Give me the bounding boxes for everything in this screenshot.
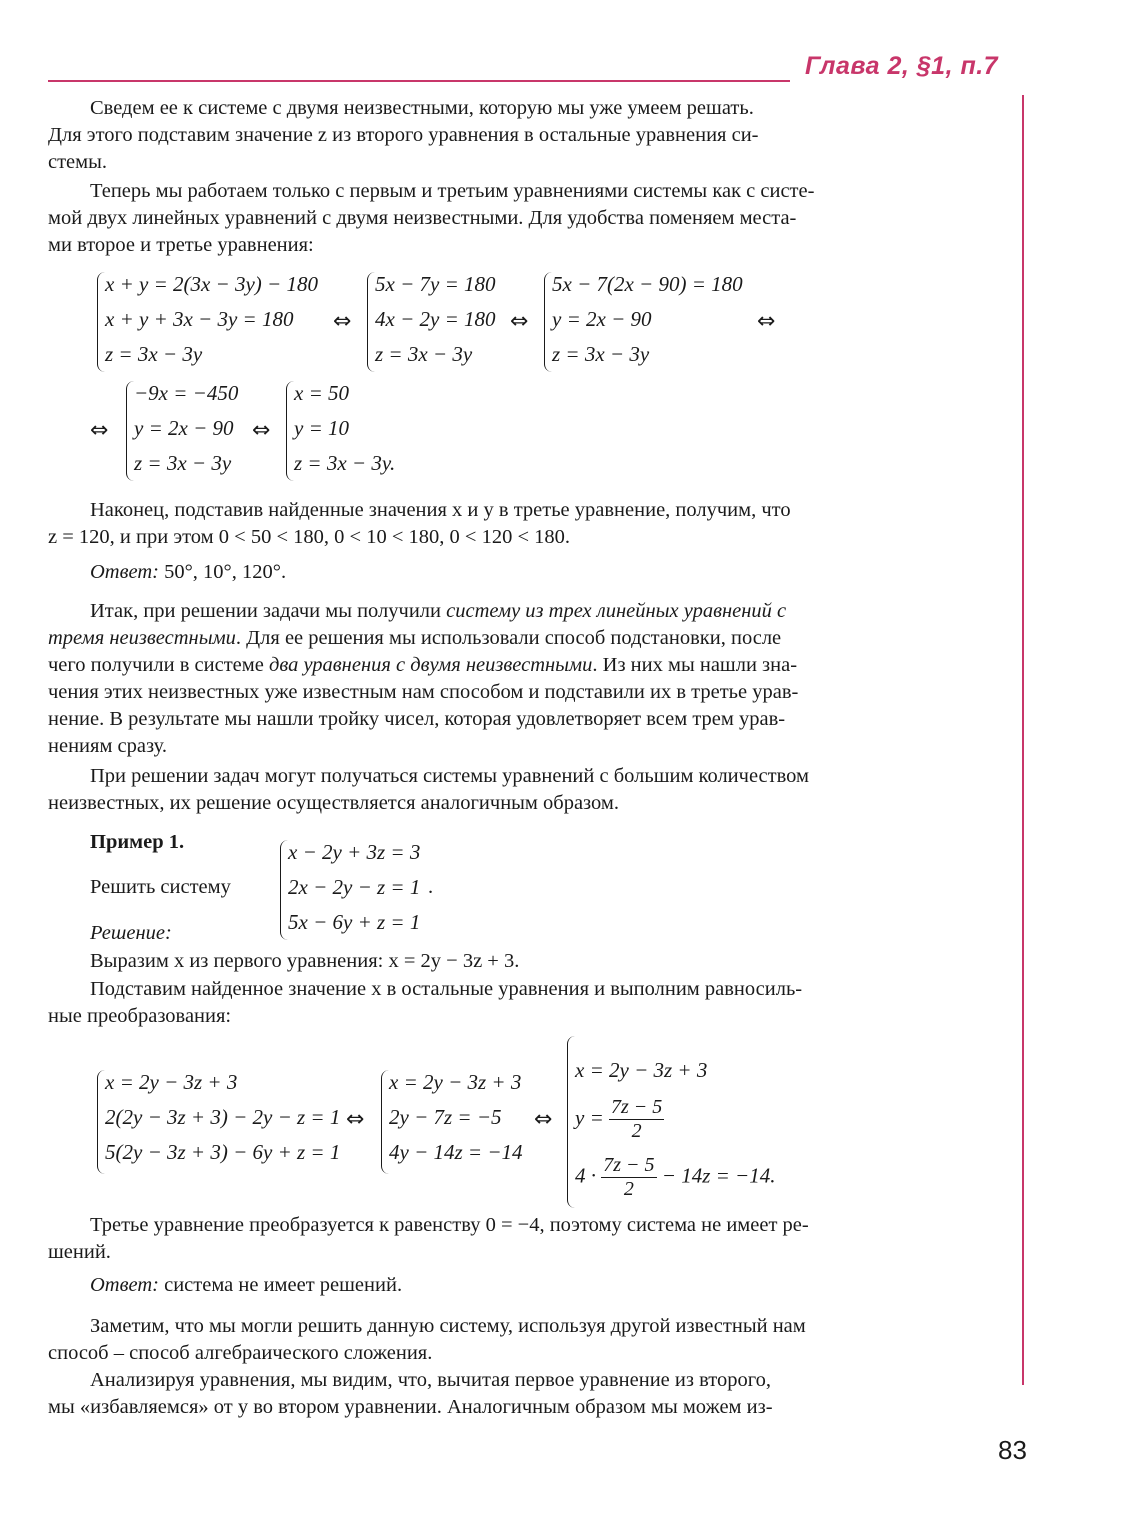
equation-part: − 14z = −14.: [656, 1163, 776, 1188]
paragraph-9: [48, 1313, 998, 1367]
equation: [575, 1096, 664, 1143]
equation: x − 2y + 3z = 3: [288, 840, 421, 864]
equivalence-sign: ⇔: [346, 1107, 365, 1132]
equation: y = 2x − 90: [552, 307, 652, 331]
equation: x + y = 2(3x − 3y) − 180: [105, 272, 318, 296]
equation: x = 2y − 3z + 3: [389, 1070, 522, 1094]
equation: y = 10: [294, 416, 349, 440]
equation-system: [567, 1036, 797, 1208]
paragraph-6: [48, 948, 998, 975]
answer-value: 50°, 10°, 120°.: [158, 561, 287, 583]
text-line: Третье уравнение преобразуется к равенству 0 = −4, поэтому система не имеет ре-: [90, 1214, 809, 1236]
paragraph-1: [48, 95, 998, 176]
equation: 5x − 7y = 180: [375, 272, 496, 296]
text-line: нение. В результате мы нашли тройку чисел, которая удовлетворяет всем трем урав-: [48, 708, 786, 730]
text-line: нениям сразу.: [48, 735, 167, 757]
answer-1: [48, 559, 998, 586]
text-line: Подставим найденное значение x в остальные уравнения и выполним равносиль-: [90, 978, 803, 1000]
equation: x = 50: [294, 381, 349, 405]
text-line: способ – способ алгебраического сложения.: [48, 1342, 433, 1364]
equivalence-sign: ⇔: [252, 418, 271, 443]
answer-label: Ответ:: [90, 1274, 159, 1296]
equation: 5x − 7(2x − 90) = 180: [552, 272, 743, 296]
text-span: . Из них мы нашли зна-: [592, 654, 798, 676]
text-line: стемы.: [48, 151, 108, 173]
paragraph-7: [48, 976, 998, 1030]
equation: z = 3x − 3y: [105, 342, 203, 366]
text-line: ми второе и третье уравнения:: [48, 234, 314, 256]
equation: 5x − 6y + z = 1: [288, 910, 421, 934]
equation: x = 2y − 3z + 3: [105, 1070, 238, 1094]
fraction-denominator: 2: [631, 1120, 642, 1142]
paragraph-8: [48, 1212, 998, 1266]
fraction-numerator: 7z − 5: [603, 1154, 655, 1176]
equation: z = 3x − 3y: [134, 451, 232, 475]
example-task: Решить систему: [90, 876, 231, 898]
solution-label: Решение:: [90, 922, 172, 944]
equation: 4x − 2y = 180: [375, 307, 496, 331]
equivalence-sign: ⇔: [90, 418, 109, 443]
margin-rule: [1022, 95, 1024, 1385]
text-line: Выразим x из первого уравнения: x = 2y − 3z + 3.: [90, 950, 520, 972]
equation: 2x − 2y − z = 1: [288, 875, 421, 899]
equation: 5(2y − 3z + 3) − 6y + z = 1: [105, 1140, 341, 1164]
page-number: 83: [998, 1435, 1027, 1465]
text-line: z = 120, и при этом 0 < 50 < 180, 0 < 10 < 180, 0 < 120 < 180.: [48, 526, 571, 548]
emphasis-text: систему из трех линейных уравнений с: [446, 600, 787, 622]
equivalence-sign: ⇔: [333, 309, 352, 334]
fraction: [609, 1096, 664, 1143]
system-end-dot: .: [428, 876, 434, 898]
text-span: Итак, при решении задачи мы получили: [90, 600, 447, 622]
paragraph-2: [48, 178, 998, 259]
text-line: неизвестных, их решение осуществляется аналогичным образом.: [48, 792, 619, 814]
answer-2: [48, 1272, 998, 1299]
header-rule: [48, 80, 790, 82]
chapter-title: Глава 2, §1, п.7: [805, 52, 999, 80]
text-line: шений.: [48, 1241, 111, 1263]
paragraph-3: [48, 497, 998, 551]
emphasis-text: тремя неизвестными: [48, 627, 236, 649]
example-title: Пример 1.: [90, 831, 185, 853]
text-line: Теперь мы работаем только с первым и третьим уравнениями системы как с систе-: [90, 180, 815, 202]
equation: z = 3x − 3y: [375, 342, 473, 366]
text-span: . Для ее решения мы использовали способ подстановки, после: [235, 627, 782, 649]
equation: 2(2y − 3z + 3) − 2y − z = 1: [105, 1105, 341, 1129]
answer-label: Ответ:: [90, 561, 159, 583]
equation: 2y − 7z = −5: [389, 1105, 502, 1129]
equation: z = 3x − 3y.: [294, 451, 396, 475]
paragraph-4: [48, 598, 998, 760]
equivalence-sign: ⇔: [534, 1107, 553, 1132]
text-line: Для этого подставим значение z из второго уравнения в остальные уравнения си-: [48, 124, 759, 146]
equation-part: y =: [575, 1105, 609, 1130]
equation: −9x = −450: [134, 381, 239, 405]
text-line: Сведем ее к системе с двумя неизвестными, которую мы уже умеем решать.: [90, 97, 754, 119]
text-line: мой двух линейных уравнений с двумя неизвестными. Для удобства поменяем места-: [48, 207, 797, 229]
text-line: Заметим, что мы могли решить данную систему, используя другой известный нам: [90, 1315, 806, 1337]
equivalence-sign: ⇔: [510, 309, 529, 334]
text-line: Наконец, подставив найденные значения x и y в третье уравнение, получим, что: [90, 499, 791, 521]
equation: y = 2x − 90: [134, 416, 234, 440]
equation: x = 2y − 3z + 3: [575, 1058, 708, 1082]
text-line: ные преобразования:: [48, 1005, 232, 1027]
fraction-numerator: 7z − 5: [611, 1096, 663, 1118]
equation: [575, 1154, 775, 1201]
paragraph-5: [48, 763, 998, 817]
text-line: мы «избавляемся» от y во втором уравнении. Аналогичным образом мы можем из-: [48, 1396, 773, 1418]
fraction: [601, 1154, 656, 1201]
text-line: чения этих неизвестных уже известным нам способом и подставили их в третье урав-: [48, 681, 799, 703]
equation: 4y − 14z = −14: [389, 1140, 523, 1164]
equation: z = 3x − 3y: [552, 342, 650, 366]
equation: x + y + 3x − 3y = 180: [105, 307, 294, 331]
equivalence-sign: ⇔: [757, 309, 776, 334]
text-line: При решении задач могут получаться системы уравнений с большим количеством: [90, 765, 809, 787]
equation-part: 4 ·: [575, 1163, 602, 1188]
text-span: чего получили в системе: [48, 654, 269, 676]
emphasis-text: два уравнения с двумя неизвестными: [268, 654, 593, 676]
text-line: Анализируя уравнения, мы видим, что, вычитая первое уравнение из второго,: [90, 1369, 771, 1391]
paragraph-10: [48, 1367, 998, 1421]
answer-value: система не имеет решений.: [158, 1274, 403, 1296]
fraction-denominator: 2: [623, 1178, 634, 1200]
